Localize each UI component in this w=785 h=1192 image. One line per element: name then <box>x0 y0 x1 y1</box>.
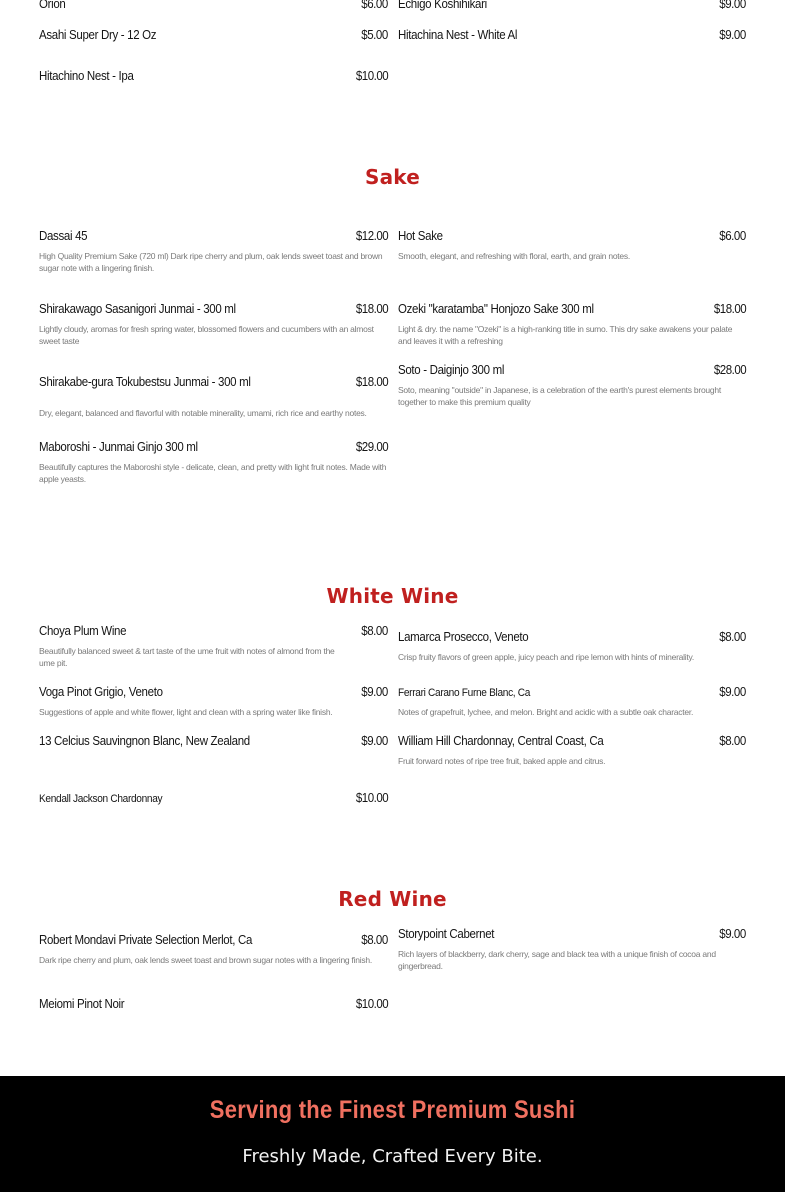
item-description: Light & dry. the name "Ozeki" is a high-ranking title in sumo. This dry sake awakens your palate and leaves it with a refreshing <box>398 324 733 346</box>
menu-item <box>39 302 388 347</box>
item-price: $10.00 <box>355 791 388 805</box>
section-title-white-wine: White Wine <box>326 584 459 608</box>
item-price: $10.00 <box>355 997 388 1011</box>
menu-item <box>39 997 388 1011</box>
item-price: $6.00 <box>719 229 746 243</box>
menu-item <box>39 69 388 83</box>
item-price: $9.00 <box>719 0 746 11</box>
item-description: Fruit forward notes of ripe tree fruit, baked apple and citrus. <box>398 756 606 766</box>
item-price: $8.00 <box>719 734 746 748</box>
footer-title: Serving the Finest Premium Sushi <box>209 1096 576 1124</box>
footer-subtitle: Freshly Made, Crafted Every Bite. <box>242 1146 543 1167</box>
item-name: Soto - Daiginjo 300 ml <box>398 363 505 377</box>
item-price: $8.00 <box>361 933 388 947</box>
menu-item <box>398 363 746 408</box>
menu-item <box>398 734 746 767</box>
section-title-red-wine: Red Wine <box>338 887 447 911</box>
item-name: Dassai 45 <box>39 229 88 243</box>
item-name: Shirakawago Sasanigori Junmai - 300 ml <box>39 302 236 316</box>
menu-item <box>398 302 746 347</box>
menu-item <box>39 734 388 748</box>
item-name: Lamarca Prosecco, Veneto <box>398 630 529 644</box>
menu-item <box>398 229 746 262</box>
item-price: $6.00 <box>361 0 388 11</box>
menu-item <box>398 28 746 42</box>
item-price: $10.00 <box>355 69 388 83</box>
item-name: Hitachina Nest - White Al <box>398 28 518 42</box>
item-name: Echigo Koshihikari <box>398 0 487 11</box>
item-name: Storypoint Cabernet <box>398 927 495 941</box>
menu-item <box>398 0 746 11</box>
item-description: Dry, elegant, balanced and flavorful with notable minerality, umami, rich rice and earthy notes. <box>39 408 367 418</box>
menu-item <box>39 791 388 805</box>
item-name: Kendall Jackson Chardonnay <box>39 793 163 805</box>
item-price: $28.00 <box>713 363 746 377</box>
menu-item <box>39 0 388 11</box>
item-name: Hitachino Nest - Ipa <box>39 69 134 83</box>
item-price: $18.00 <box>713 302 746 316</box>
item-name: Orion <box>39 0 66 11</box>
menu-item <box>398 685 746 718</box>
item-price: $12.00 <box>355 229 388 243</box>
item-price: $9.00 <box>719 927 746 941</box>
item-description: High Quality Premium Sake (720 ml) Dark ripe cherry and plum, oak lends sweet toast and brown sugar note with a lingering finish. <box>39 251 383 273</box>
item-description: Dark ripe cherry and plum, oak lends sweet toast and brown sugar notes with a lingering finish. <box>39 955 372 965</box>
item-name: Ozeki "karatamba" Honjozo Sake 300 ml <box>398 302 594 316</box>
item-price: $29.00 <box>355 440 388 454</box>
item-name: 13 Celcius Sauvingnon Blanc, New Zealand <box>39 734 250 748</box>
item-name: William Hill Chardonnay, Central Coast, Ca <box>398 734 604 748</box>
item-description: Soto, meaning "outside" in Japanese, is a celebration of the earth's purest elements brought together to make this premium quality <box>398 385 721 407</box>
item-description: Beautifully balanced sweet & tart taste of the ume fruit with notes of almond from the ume pit. <box>39 646 335 668</box>
item-description: Suggestions of apple and white flower, light and clean with a spring water like finish. <box>39 707 333 717</box>
item-name: Shirakabe-gura Tokubestsu Junmai - 300 ml <box>39 375 251 389</box>
menu-item <box>39 375 388 419</box>
menu-item <box>39 624 388 669</box>
item-price: $9.00 <box>361 734 388 748</box>
item-description: Rich layers of blackberry, dark cherry, sage and black tea with a unique finish of cocoa and gingerbread. <box>398 949 716 971</box>
item-price: $18.00 <box>355 375 388 389</box>
item-price: $5.00 <box>361 28 388 42</box>
section-title-sake: Sake <box>364 165 421 189</box>
menu-item <box>39 229 388 274</box>
item-name: Meiomi Pinot Noir <box>39 997 125 1011</box>
item-name: Ferrari Carano Furne Blanc, Ca <box>398 687 531 699</box>
menu-item <box>39 440 388 485</box>
menu-item <box>398 630 746 663</box>
item-price: $8.00 <box>361 624 388 638</box>
item-name: Choya Plum Wine <box>39 624 127 638</box>
item-description: Beautifully captures the Maboroshi style - delicate, clean, and pretty with light fruit notes. Made with apple yeasts. <box>39 462 387 484</box>
item-description: Smooth, elegant, and refreshing with floral, earth, and grain notes. <box>398 251 631 261</box>
item-description: Notes of grapefruit, lychee, and melon. Bright and acidic with a subtle oak character. <box>398 707 694 717</box>
menu-item <box>39 933 388 966</box>
item-description: Crisp fruity flavors of green apple, juicy peach and ripe lemon with hints of minerality. <box>398 652 695 662</box>
item-price: $18.00 <box>355 302 388 316</box>
item-name: Robert Mondavi Private Selection Merlot, Ca <box>39 933 253 947</box>
item-name: Voga Pinot Grigio, Veneto <box>39 685 163 699</box>
footer <box>0 1076 785 1192</box>
item-price: $9.00 <box>719 685 746 699</box>
menu-item <box>39 28 388 42</box>
menu-item <box>39 685 388 718</box>
menu-item <box>398 927 746 972</box>
item-description: Lightly cloudy, aromas for fresh spring water, blossomed flowers and cucumbers with an almost sweet taste <box>39 324 374 346</box>
item-name: Maboroshi - Junmai Ginjo 300 ml <box>39 440 198 454</box>
item-name: Asahi Super Dry - 12 Oz <box>39 28 157 42</box>
item-price: $9.00 <box>719 28 746 42</box>
item-name: Hot Sake <box>398 229 443 243</box>
item-price: $8.00 <box>719 630 746 644</box>
item-price: $9.00 <box>361 685 388 699</box>
